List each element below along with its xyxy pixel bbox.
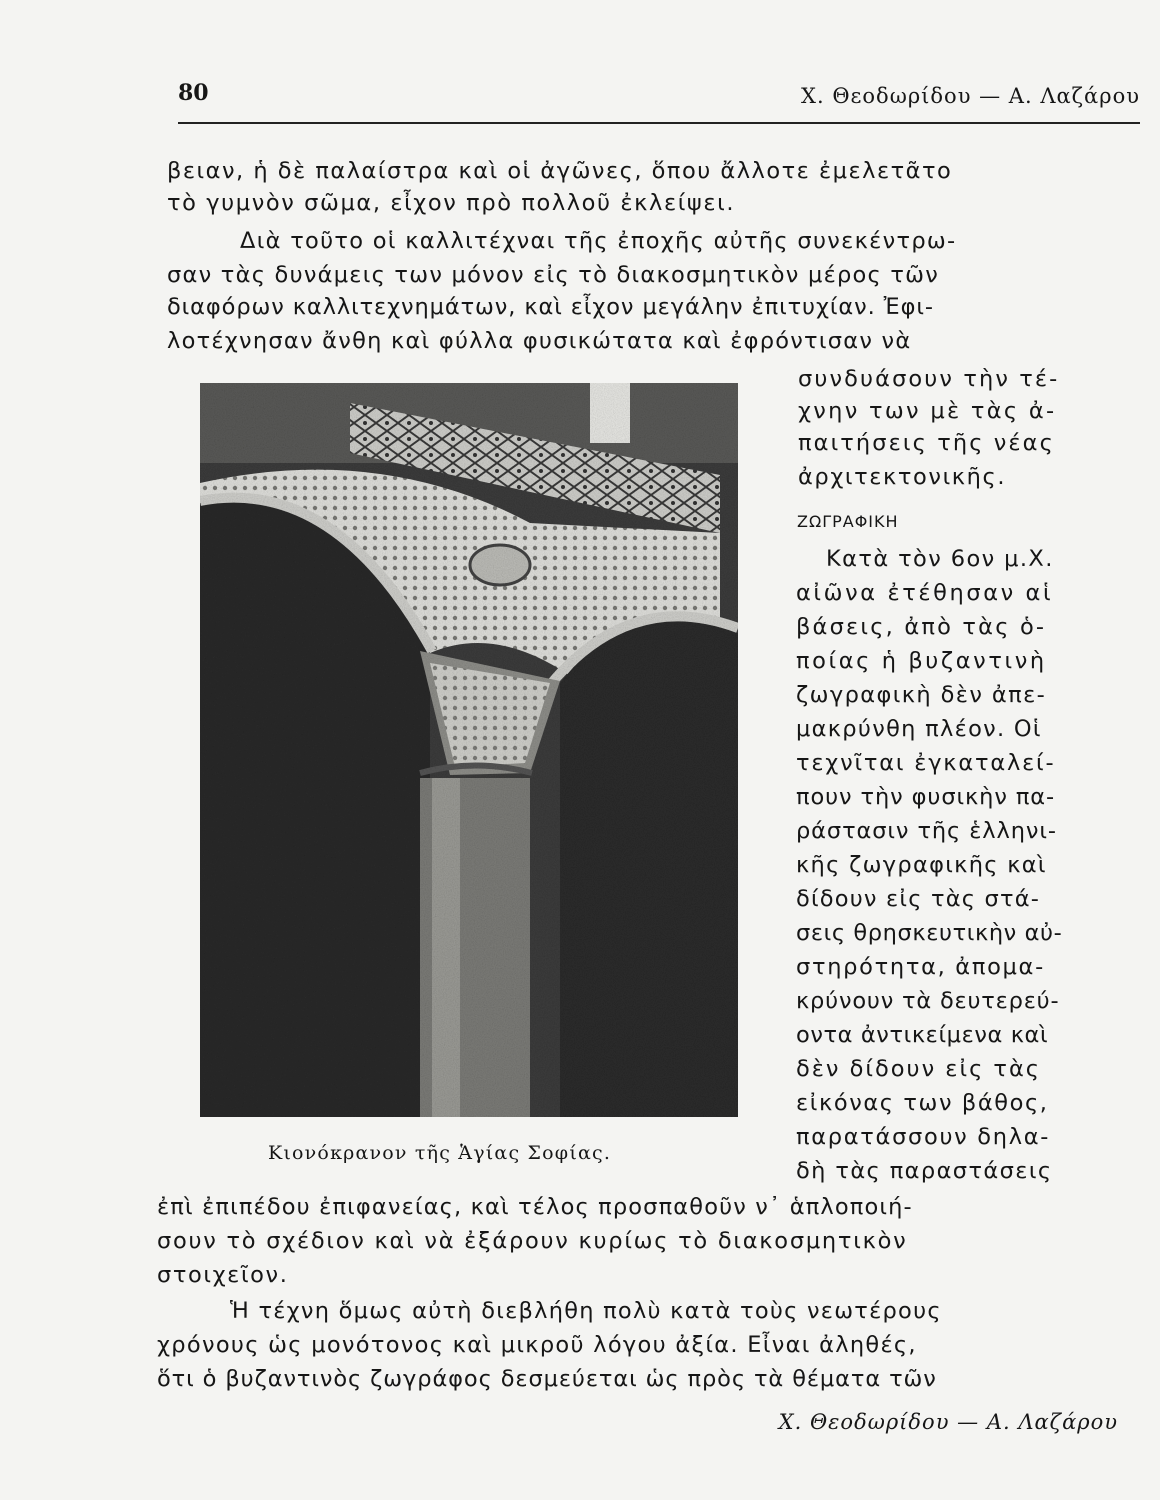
text-line: πουν τὴν φυσικὴν πα-: [796, 784, 1056, 810]
section-heading: ΖΩΓΡΑΦΙΚΗ: [797, 512, 899, 531]
text-line: δίδουν εἰς τὰς στά-: [796, 886, 1041, 912]
text-line: κρύνουν τὰ δευτερεύ-: [796, 988, 1060, 1014]
column-capital-photo: [200, 383, 738, 1117]
text-line: στηρότητα, ἀπομα-: [796, 954, 1045, 980]
page-header: [178, 80, 1140, 116]
text-line: τεχνῖται ἐγκαταλεί-: [796, 750, 1056, 776]
text-line: ζωγραφικὴ δὲν ἀπε-: [796, 682, 1047, 708]
text-line: δὴ τὰς παραστάσεις: [796, 1158, 1053, 1184]
text-line: δὲν δίδουν εἰς τὰς: [796, 1056, 1042, 1082]
text-line: αἰῶνα ἐτέθησαν αἱ: [796, 580, 1054, 606]
text-line: χνην των μὲ τὰς ἀ-: [798, 398, 1057, 424]
figure-column-capital: [200, 383, 738, 1117]
text-line: Κατὰ τὸν 6ον μ.Χ.: [826, 546, 1054, 572]
page-number: 80: [178, 80, 209, 106]
figure-caption: Κιονόκρανον τῆς Ἁγίας Σοφίας.: [268, 1142, 612, 1164]
text-line: διαφόρων καλλιτεχνημάτων, καὶ εἶχον μεγάλην ἐπιτυχίαν. Ἐφι-: [167, 294, 934, 320]
text-line: βειαν, ἡ δὲ παλαίστρα καὶ οἱ ἀγῶνες, ὅπου ἄλλοτε ἐμελετᾶτο: [167, 158, 953, 184]
text-line: ράστασιν τῆς ἑλληνι-: [796, 818, 1057, 844]
running-head: Χ. Θεοδωρίδου — Α. Λαζάρου: [801, 84, 1140, 108]
text-line: ἀρχιτεκτονικῆς.: [798, 464, 1007, 490]
text-line: παιτήσεις τῆς νέας: [798, 430, 1055, 456]
text-line: σαν τὰς δυνάμεις των μόνον εἰς τὸ διακοσμητικὸν μέρος τῶν: [167, 262, 940, 288]
text-line: βάσεις, ἀπὸ τὰς ὁ-: [796, 614, 1047, 640]
text-line: κῆς ζωγραφικῆς καὶ: [796, 852, 1047, 878]
text-line: εἰκόνας των βάθος,: [796, 1090, 1049, 1116]
text-line: Διὰ τοῦτο οἱ καλλιτέχναι τῆς ἐποχῆς αὐτῆς συνεκέντρω-: [240, 228, 957, 254]
page-footer: Χ. Θεοδωρίδου — Α. Λαζάρου: [778, 1410, 1118, 1434]
text-line: παρατάσσουν δηλα-: [796, 1124, 1051, 1150]
text-line: μακρύνθη πλέον. Οἱ: [796, 716, 1042, 742]
text-line: ἐπὶ ἐπιπέδου ἐπιφανείας, καὶ τέλος προσπαθοῦν ν᾽ ἁπλοποιή-: [157, 1194, 913, 1220]
text-line: σουν τὸ σχέδιον καὶ νὰ ἐξάρουν κυρίως τὸ διακοσμητικὸν: [157, 1228, 908, 1254]
text-line: στοιχεῖον.: [157, 1262, 289, 1288]
text-line: χρόνους ὡς μονότονος καὶ μικροῦ λόγου ἀξία. Εἶναι ἀληθές,: [157, 1332, 917, 1358]
header-rule: [178, 122, 1140, 124]
text-line: τὸ γυμνὸν σῶμα, εἶχον πρὸ πολλοῦ ἐκλείψει.: [167, 190, 736, 216]
text-line: οντα ἀντικείμενα καὶ: [796, 1022, 1049, 1048]
text-line: σεις θρησκευτικὴν αὐ-: [796, 920, 1063, 946]
text-line: λοτέχνησαν ἄνθη καὶ φύλλα φυσικώτατα καὶ ἐφρόντισαν νὰ: [167, 328, 912, 354]
text-line: Ἡ τέχνη ὅμως αὐτὴ διεβλήθη πολὺ κατὰ τοὺς νεωτέρους: [230, 1298, 942, 1324]
text-line: συνδυάσουν τὴν τέ-: [798, 366, 1060, 392]
text-line: ὅτι ὁ βυζαντινὸς ζωγράφος δεσμεύεται ὡς πρὸς τὰ θέματα τῶν: [157, 1366, 937, 1392]
text-line: ποίας ἡ βυζαντινὴ: [796, 648, 1047, 674]
